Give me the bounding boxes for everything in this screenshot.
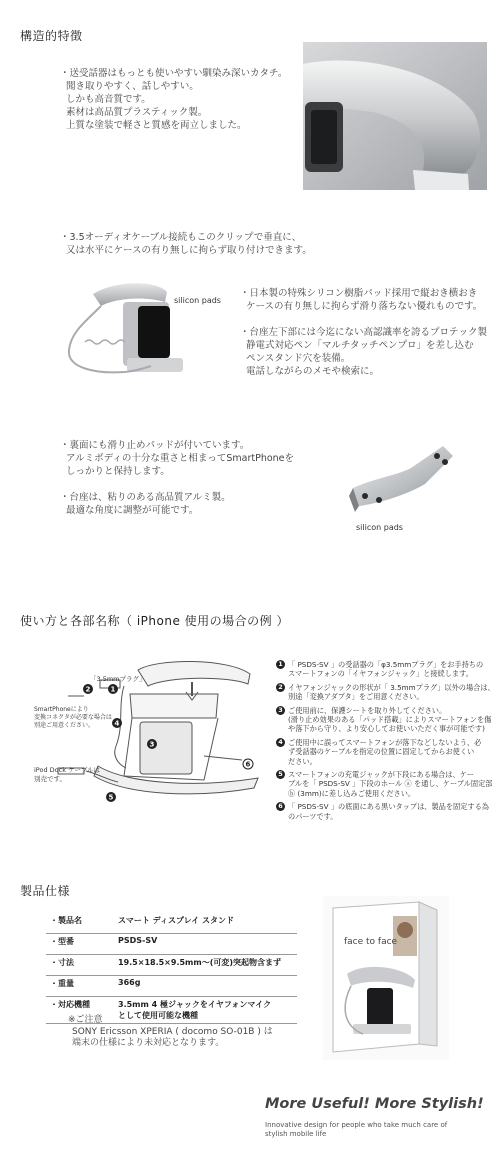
usage-step [276, 706, 496, 734]
feature-bullet-silicon [240, 287, 482, 313]
text-line: 別途ご用意ください。 [34, 722, 95, 729]
text-line: ・台座左下部には今迄にない高認識率を誇るプロテック製 [240, 327, 488, 338]
spec-value-line: PSDS-SV [118, 936, 158, 945]
section-heading-features: 構造的特徴 [20, 29, 83, 43]
text-line: 端末の仕様により未対応となります。 [72, 1038, 225, 1048]
spec-row [46, 955, 297, 976]
text-line: ・台座は、粘りのある高品質アルミ製。 [60, 492, 231, 503]
spec-value-line: 3.5mm 4 極ジャックをイヤフォンマイク [118, 1000, 272, 1009]
spec-row [46, 934, 297, 955]
usage-step [276, 683, 496, 702]
spec-key: ・重量 [46, 976, 114, 997]
silicon-pads-label: silicon pads [174, 296, 221, 305]
step-text-line: 「 PSDS-SV 」の受話器の「φ3.5mmプラグ」をお手持ちの [288, 660, 484, 669]
text-line: 電話しながらのメモや検索に。 [246, 366, 380, 377]
callout-4-text: 4 [114, 719, 120, 728]
text-line: 最適な角度に調整が可能です。 [66, 505, 199, 516]
text-line: しかも高音質です。 [66, 94, 151, 105]
usage-step [276, 660, 496, 679]
step-text-line: (滑り止め効果のある「パッド搭載」によりスマートフォンを傷 [288, 715, 492, 725]
spec-value-line: 366g [118, 978, 141, 987]
section-heading-usage: 使い方と各部名称（ iPhone 使用の場合の例 ） [20, 614, 289, 628]
aluminum-base-image [345, 440, 465, 518]
callout-6-text: 6 [245, 760, 251, 769]
step-number-badge: 6 [276, 802, 285, 811]
step-text-line: ブルを「 PSDS-SV 」下段のホール ⓐ を通し、ケーブル固定部 [288, 779, 493, 789]
compatibility-note [68, 1015, 273, 1050]
callout-3-text: 3 [149, 740, 155, 749]
section-heading-specs: 製品仕様 [20, 884, 71, 898]
spec-key: ・製品名 [46, 913, 114, 934]
text-line: 聞き取りやすく、話しやすい。 [66, 81, 199, 92]
feature-bullet-aluminum [60, 491, 231, 517]
feature-bullet-back-pads [60, 439, 294, 478]
spec-value [114, 934, 297, 955]
text-line: ※ご注意 [68, 1015, 103, 1025]
step-number-badge: 2 [276, 683, 285, 692]
box-text: face to face [344, 937, 398, 947]
text-line: 素材は高品質プラスティック製。 [66, 107, 208, 118]
text-line: 上質な塗装で軽さと質感を両立しました。 [66, 120, 247, 131]
step-number-badge: 3 [276, 706, 285, 715]
text-line: しっかりと保持します。 [66, 466, 170, 477]
text-line: SONY Ericsson XPERIA ( docomo SO-01B ) は [72, 1026, 273, 1037]
step-text-line: 「 PSDS-SV 」の底面にある黒いタップは、製品を固定する為 [288, 802, 489, 812]
spec-key: ・型番 [46, 934, 114, 955]
step-text-line: や落下から守り、より安心してお使いいただく事が可能です) [288, 724, 485, 734]
spec-value-line: 19.5×18.5×9.5mm〜(可変)突起物含まず [118, 958, 282, 967]
feature-bullet-pen-stand [240, 326, 487, 378]
step-text-line: スマートフォンの充電ジャックが下段にある場合は、ケー [288, 770, 475, 780]
text-line: ケースの有り無しに拘らず滑り落ちない優れものです。 [246, 301, 483, 312]
text-line: 別売です。 [34, 775, 66, 783]
dock-cable-note [34, 766, 100, 784]
spec-row [46, 976, 297, 997]
step-number-badge: 4 [276, 738, 285, 747]
usage-step [276, 738, 496, 766]
step-text-line: スマートフォンの「イヤフォンジャック」と接続します。 [288, 669, 473, 679]
text-line: stylish mobile life [265, 1130, 327, 1138]
text-line: 変換コネクタが必要な場合は [34, 714, 112, 721]
text-line: iPod Dock ケーブルは [34, 766, 100, 774]
spec-key: ・対応機種 [46, 997, 114, 1024]
step-text-line: ず受話器のケーブルを指定の位置に固定してからお使くい [288, 747, 475, 757]
callout-2-text: 2 [85, 685, 91, 694]
text-line: ・日本製の特殊シリコン樹脂パッド採用で縦おき横おき [240, 288, 478, 299]
text-line: ・送受話器はもっとも使いやすい馴染み深いカタチ。 [60, 68, 288, 79]
spec-key: ・寸法 [46, 955, 114, 976]
step-text-line: ご使用前に、保護シートを取り外してください。 [288, 705, 447, 715]
spec-row [46, 913, 297, 934]
step-text-line: 別途「変換アダプタ」をご用意ください。 [288, 692, 424, 702]
spec-table-body [46, 913, 297, 1024]
usage-step [276, 770, 496, 798]
callout-1-text: 1 [110, 685, 116, 694]
step-text-line: ⓑ (3mm)に差し込みご使用ください。 [288, 788, 416, 798]
smartphone-adapter-note [34, 706, 112, 730]
step-text-line: ご使用中に誤ってスマートフォンが落下などしないよう、必 [288, 737, 482, 747]
usage-steps [276, 660, 496, 825]
spec-table [46, 913, 297, 1024]
spec-value-line: として使用可能な機種 [118, 1011, 198, 1020]
spec-value [114, 976, 297, 997]
handset-closeup-photo [303, 42, 487, 190]
text-line: ・裏面にも滑り止めパッドが付いています。 [60, 440, 250, 451]
spec-value [114, 955, 297, 976]
tagline-sub [265, 1121, 447, 1139]
text-line: ・3.5オーディオケーブル接続もこのクリップで垂直に、 [60, 232, 302, 243]
plug-label: 「3.5mmプラグ」 [90, 675, 146, 683]
text-line: Innovative design for people who take much care of [265, 1121, 448, 1129]
callout-5-text: 5 [108, 793, 114, 802]
spec-value-line: スマート ディスプレイ スタンド [118, 916, 235, 925]
text-line: 又は水平にケースの有り無しに拘らず取り付けできます。 [66, 245, 312, 256]
text-line: SmartPhoneにより [34, 706, 89, 713]
spec-value [114, 913, 297, 934]
text-line: ペンスタンド穴を装備。 [246, 353, 351, 364]
step-text-line: ださい。 [288, 756, 317, 766]
step-text-line: のパーツです。 [288, 811, 338, 821]
step-number-badge: 5 [276, 770, 285, 779]
text-line: アルミボディの十分な重さと相まってSmartPhoneを [66, 453, 295, 464]
step-text-line: イヤフォンジャックの形状が「 3.5mmプラグ」以外の場合は、 [288, 682, 495, 692]
text-line: 静電式対応ペン「マルチタッチペンプロ」を差し込む [246, 340, 474, 351]
feature-bullet-clip [60, 231, 312, 257]
usage-step [276, 802, 496, 821]
silicon-pads-label-2: silicon pads [356, 523, 403, 532]
tagline: More Useful! More Stylish! [265, 1096, 484, 1112]
stand-with-phone-image [65, 272, 235, 382]
step-number-badge: 1 [276, 660, 285, 669]
feature-bullet-handset [60, 67, 287, 132]
product-box-photo [323, 896, 449, 1060]
